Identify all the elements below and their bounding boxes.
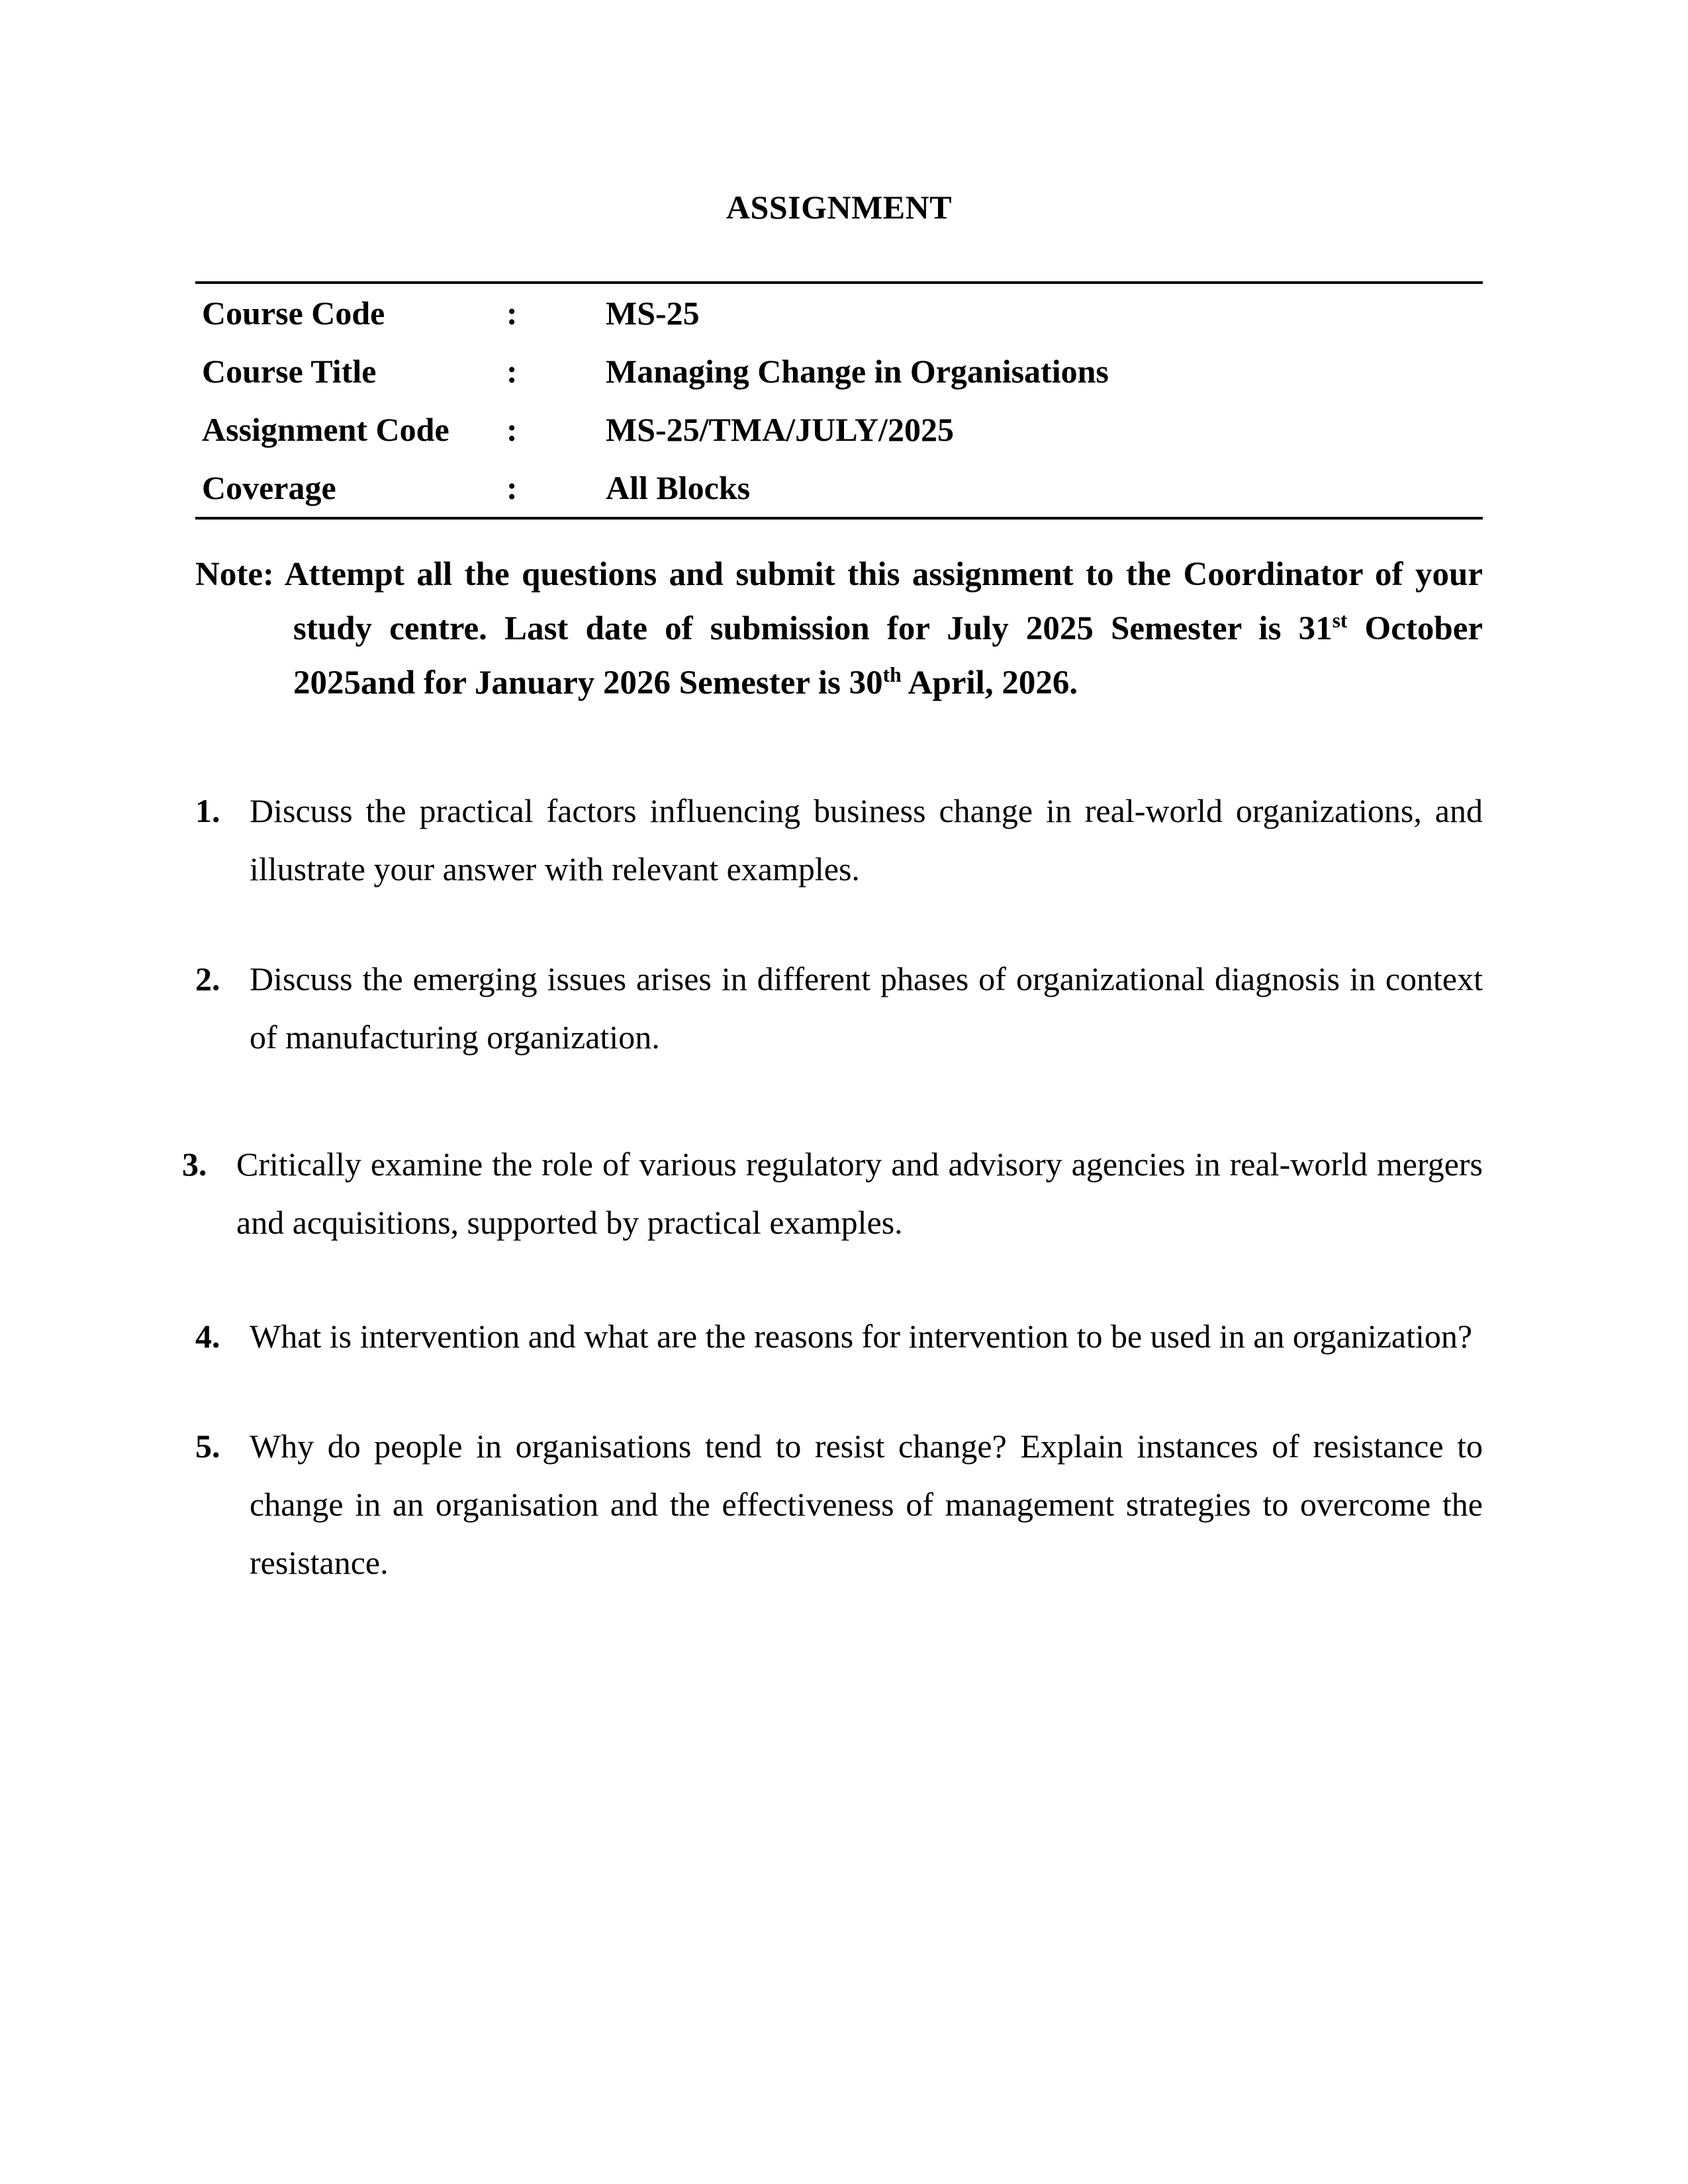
row-value: Managing Change in Organisations	[606, 353, 1109, 390]
ordinal-suffix: st	[1332, 609, 1348, 632]
row-value: MS-25	[606, 295, 700, 332]
table-row	[195, 284, 1483, 342]
table-row	[195, 459, 1483, 517]
question-number: 2.	[195, 960, 220, 997]
page-title: ASSIGNMENT	[726, 189, 953, 226]
question-item	[195, 950, 1483, 1066]
note-text: October 2025and for January 2026 Semester is 30	[293, 610, 1483, 702]
question-list	[182, 782, 1483, 1592]
question-number: 5.	[195, 1428, 220, 1465]
question-text: Critically examine the role of various regulatory and advisory agencies in real-world mergers and acquisitions, supported by practical examples.	[236, 1146, 1483, 1241]
question-text: Discuss the practical factors influencing business change in real-world organizations, and illustrate your answer with relevant examples.	[250, 792, 1483, 887]
row-label: Coverage	[202, 469, 336, 506]
course-table	[195, 281, 1483, 520]
question-item	[195, 1307, 1483, 1365]
question-number: 3.	[182, 1146, 207, 1183]
question-text: Discuss the emerging issues arises in different phases of organizational diagnosis in context of manufacturing organization.	[250, 960, 1483, 1056]
row-value: All Blocks	[606, 469, 751, 506]
row-separator: :	[506, 295, 518, 332]
question-item	[195, 782, 1483, 898]
ordinal-suffix: th	[882, 663, 902, 686]
question-item	[195, 1417, 1483, 1592]
table-row	[195, 400, 1483, 459]
note-text: April, 2026.	[901, 664, 1078, 702]
table-row	[195, 342, 1483, 400]
row-value: MS-25/TMA/JULY/2025	[606, 411, 954, 448]
question-number: 1.	[195, 792, 220, 829]
row-separator: :	[506, 469, 518, 506]
row-separator: :	[506, 411, 518, 448]
row-separator: :	[506, 353, 518, 390]
question-number: 4.	[195, 1318, 220, 1355]
question-item	[182, 1135, 1483, 1251]
question-text: What is intervention and what are the reasons for intervention to be used in an organization?	[250, 1318, 1473, 1355]
note-paragraph	[195, 547, 1483, 710]
row-label: Course Title	[202, 353, 377, 390]
note-text: Attempt all the questions and submit this assignment to the Coordinator of your study centre. Last date of submission for July 2025 Semester is 31	[273, 556, 1483, 647]
question-text: Why do people in organisations tend to resist change? Explain instances of resistance to change in an organisation and the effectiveness of management strategies to overcome the resistance.	[250, 1428, 1483, 1581]
note-label: Note:	[195, 556, 274, 593]
row-label: Course Code	[202, 295, 385, 332]
row-label: Assignment Code	[202, 411, 449, 448]
